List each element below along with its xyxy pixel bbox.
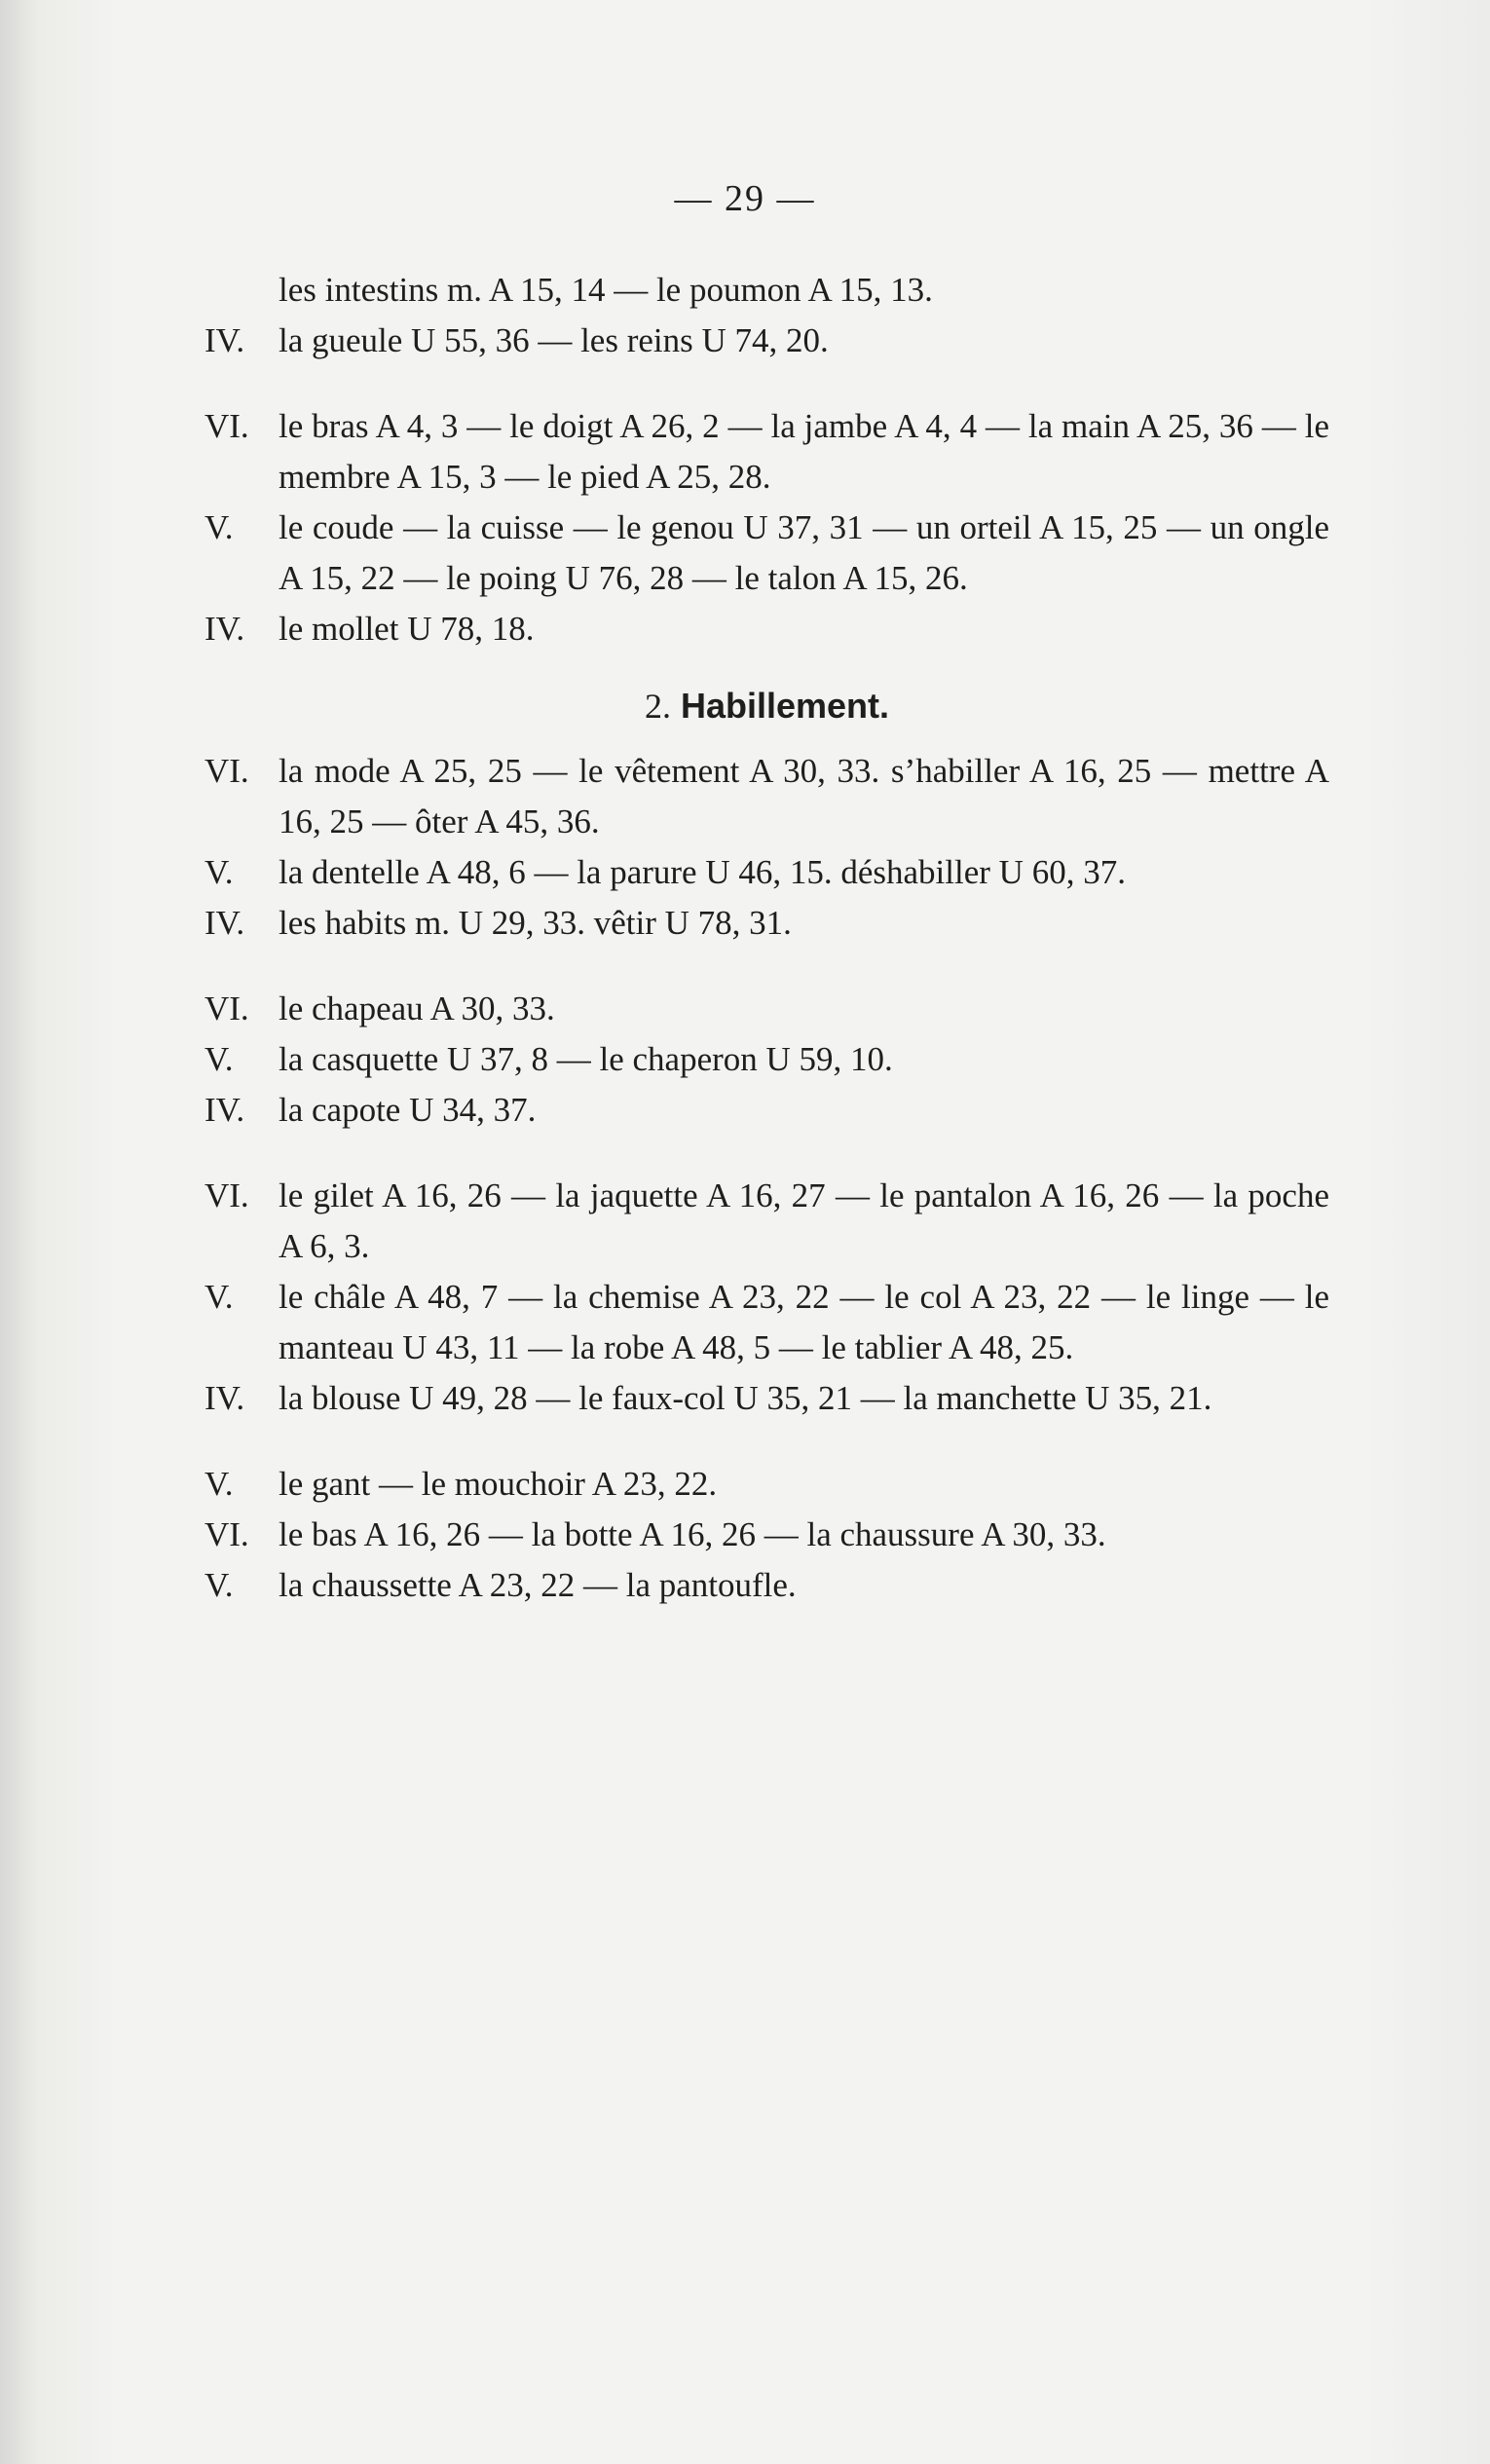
entry-text: le mollet U 78, 18. bbox=[279, 610, 535, 648]
entry-text: les habits m. U 29, 33. vêtir U 78, 31. bbox=[279, 904, 792, 942]
entry-level: VI. bbox=[205, 1176, 249, 1214]
entry-text: le chapeau A 30, 33. bbox=[279, 989, 555, 1027]
vocabulary-list bbox=[205, 265, 1329, 1611]
section-number: 2. bbox=[644, 687, 671, 726]
entry-text: le bas A 16, 26 — la botte A 16, 26 — la chaussure A 30, 33. bbox=[279, 1515, 1106, 1553]
body-parts-list bbox=[205, 265, 1329, 654]
entry-level: IV. bbox=[205, 321, 245, 359]
vocab-entry bbox=[205, 1034, 1329, 1085]
entry-level: V. bbox=[205, 1465, 234, 1503]
entry-level: V. bbox=[205, 1040, 234, 1078]
entry-level: IV. bbox=[205, 904, 245, 942]
vocab-entry bbox=[205, 1373, 1329, 1424]
section-heading bbox=[205, 686, 1329, 727]
entry-level: V. bbox=[205, 1278, 234, 1316]
vocab-entry bbox=[205, 503, 1329, 604]
entry-text: le bras A 4, 3 — le doigt A 26, 2 — la jambe A 4, 4 — la main A 25, 36 — le membre A 15, 3 — le pied A 25, 28. bbox=[279, 407, 1329, 496]
entry-level: IV. bbox=[205, 1091, 245, 1129]
vocab-entry bbox=[205, 401, 1329, 503]
entry-text: le gilet A 16, 26 — la jaquette A 16, 27 — le pantalon A 16, 26 — la poche A 6, 3. bbox=[279, 1176, 1329, 1265]
vocab-entry bbox=[205, 984, 1329, 1034]
entry-level: IV. bbox=[205, 610, 245, 648]
vocab-entry bbox=[205, 847, 1329, 898]
entry-text: le coude — la cuisse — le genou U 37, 31 — un orteil A 15, 25 — un ongle A 15, 22 — le poing U 76, 28 — le talon A 15, 26. bbox=[279, 508, 1329, 597]
entry-level: VI. bbox=[205, 752, 249, 790]
vocab-entry bbox=[205, 265, 1329, 316]
entry-text: la blouse U 49, 28 — le faux-col U 35, 21 — la manchette U 35, 21. bbox=[279, 1379, 1212, 1417]
entry-level: VI. bbox=[205, 989, 249, 1027]
entry-text: la casquette U 37, 8 — le chaperon U 59, 10. bbox=[279, 1040, 893, 1078]
vocab-entry bbox=[205, 316, 1329, 366]
vocab-entry bbox=[205, 1510, 1329, 1560]
clothing-list bbox=[205, 746, 1329, 1611]
vocab-entry bbox=[205, 898, 1329, 949]
entry-text: le gant — le mouchoir A 23, 22. bbox=[279, 1465, 718, 1503]
entry-level: VI. bbox=[205, 1515, 249, 1553]
entry-level: V. bbox=[205, 853, 234, 891]
entry-level: IV. bbox=[205, 1379, 245, 1417]
entry-text: les intestins m. A 15, 14 — le poumon A 15, 13. bbox=[279, 271, 933, 309]
vocab-entry bbox=[205, 1459, 1329, 1510]
section-title: Habillement. bbox=[680, 686, 890, 726]
vocab-entry bbox=[205, 1085, 1329, 1136]
entry-text: la gueule U 55, 36 — les reins U 74, 20. bbox=[279, 321, 829, 359]
entry-text: la capote U 34, 37. bbox=[279, 1091, 537, 1129]
entry-text: la chaussette A 23, 22 — la pantoufle. bbox=[279, 1566, 797, 1604]
entry-text: le châle A 48, 7 — la chemise A 23, 22 — le col A 23, 22 — le linge — le manteau U 43, 11 — la robe A 48, 5 — le tablier A 48, 25. bbox=[279, 1278, 1329, 1366]
entry-text: la mode A 25, 25 — le vêtement A 30, 33. s’habiller A 16, 25 — mettre A 16, 25 — ôter A 45, 36. bbox=[279, 752, 1329, 840]
page-number: — 29 — bbox=[674, 178, 816, 219]
entry-level: V. bbox=[205, 508, 234, 546]
vocab-entry bbox=[205, 746, 1329, 847]
vocab-entry bbox=[205, 1272, 1329, 1373]
vocab-entry bbox=[205, 604, 1329, 654]
vocab-entry bbox=[205, 1560, 1329, 1611]
entry-text: la dentelle A 48, 6 — la parure U 46, 15. déshabiller U 60, 37. bbox=[279, 853, 1126, 891]
vocab-entry bbox=[205, 1171, 1329, 1272]
entry-level: VI. bbox=[205, 407, 249, 445]
entry-level: V. bbox=[205, 1566, 234, 1604]
